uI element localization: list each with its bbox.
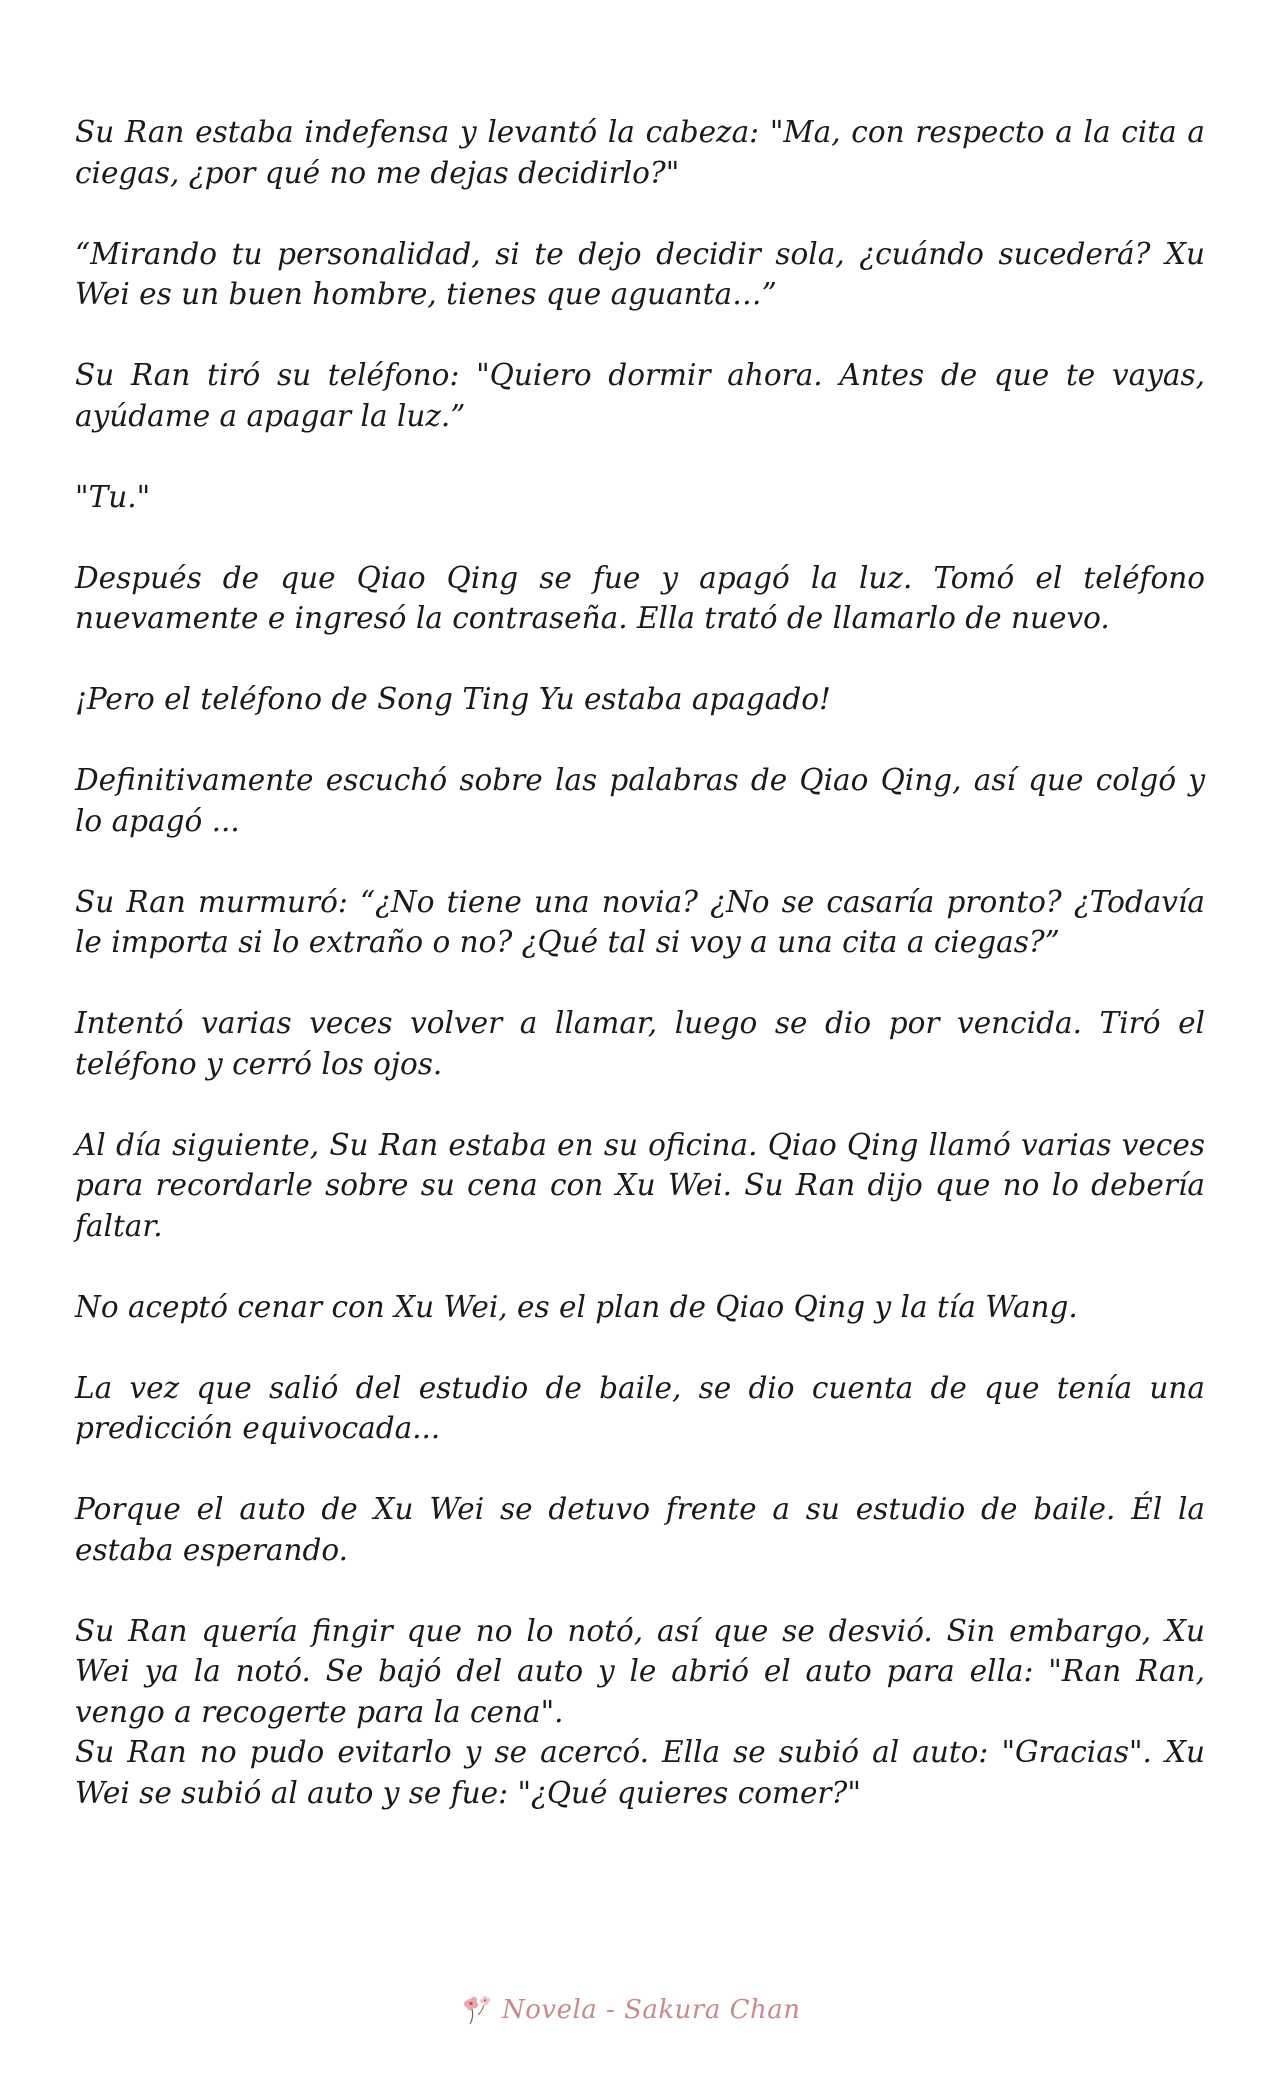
paragraph-10: Al día siguiente, Su Ran estaba en su oficina. Qiao Qing llamó varias veces para recordarle sobre su cena con Xu Wei. Su Ran dijo que no lo debería faltar. (75, 1127, 1205, 1243)
paragraph-9: Intentó varias veces volver a llamar, luego se dio por vencida. Tiró el teléfono y cerró los ojos. (75, 1006, 1205, 1081)
watermark-footer (460, 1990, 801, 2030)
watermark-text: Novela - Sakura Chan (502, 1995, 801, 2025)
paragraph-13: Porque el auto de Xu Wei se detuvo frente a su estudio de baile. Él la estaba esperando. (75, 1492, 1205, 1567)
story-text (75, 112, 1205, 1854)
paragraph-2: “Mirando tu personalidad, si te dejo decidir sola, ¿cuándo sucederá? Xu Wei es un buen hombre, tienes que aguanta…” (75, 236, 1205, 311)
paragraph-3: Su Ran tiró su teléfono: "Quiero dormir ahora. Antes de que te vayas, ayúdame a apagar la luz.” (75, 358, 1205, 433)
paragraph-1: Su Ran estaba indefensa y levantó la cabeza: "Ma, con respecto a la cita a ciegas, ¿por qué no me dejas decidirlo?" (75, 115, 1205, 190)
paragraph-14: Su Ran quería fingir que no lo notó, así que se desvió. Sin embargo, Xu Wei ya la notó. Se bajó del auto y le abrió el auto para ella: "Ran Ran, vengo a recogerte para la cena". (75, 1613, 1205, 1729)
paragraph-6: ¡Pero el teléfono de Song Ting Yu estaba apagado! (75, 682, 831, 716)
paragraph-8: Su Ran murmuró: “¿No tiene una novia? ¿No se casaría pronto? ¿Todavía le importa si lo extraño o no? ¿Qué tal si voy a una cita a ciegas?” (75, 884, 1205, 959)
paragraph-15: Su Ran no pudo evitarlo y se acercó. Ella se subió al auto: "Gracias". Xu Wei se subió al auto y se fue: "¿Qué quieres comer?" (75, 1735, 1205, 1810)
paragraph-4: "Tu." (75, 479, 151, 514)
paragraph-5: Después de que Qiao Qing se fue y apagó la luz. Tomó el teléfono nuevamente e ingresó la contraseña. Ella trató de llamarlo de nuevo. (75, 560, 1205, 635)
cherry-blossom-icon (460, 1993, 494, 2027)
paragraph-11: No aceptó cenar con Xu Wei, es el plan de Qiao Qing y la tía Wang. (75, 1289, 1078, 1324)
paragraph-7: Definitivamente escuchó sobre las palabras de Qiao Qing, así que colgó y lo apagó ... (75, 763, 1205, 838)
paragraph-12: La vez que salió del estudio de baile, se dio cuenta de que tenía una predicción equivocada... (75, 1370, 1205, 1445)
